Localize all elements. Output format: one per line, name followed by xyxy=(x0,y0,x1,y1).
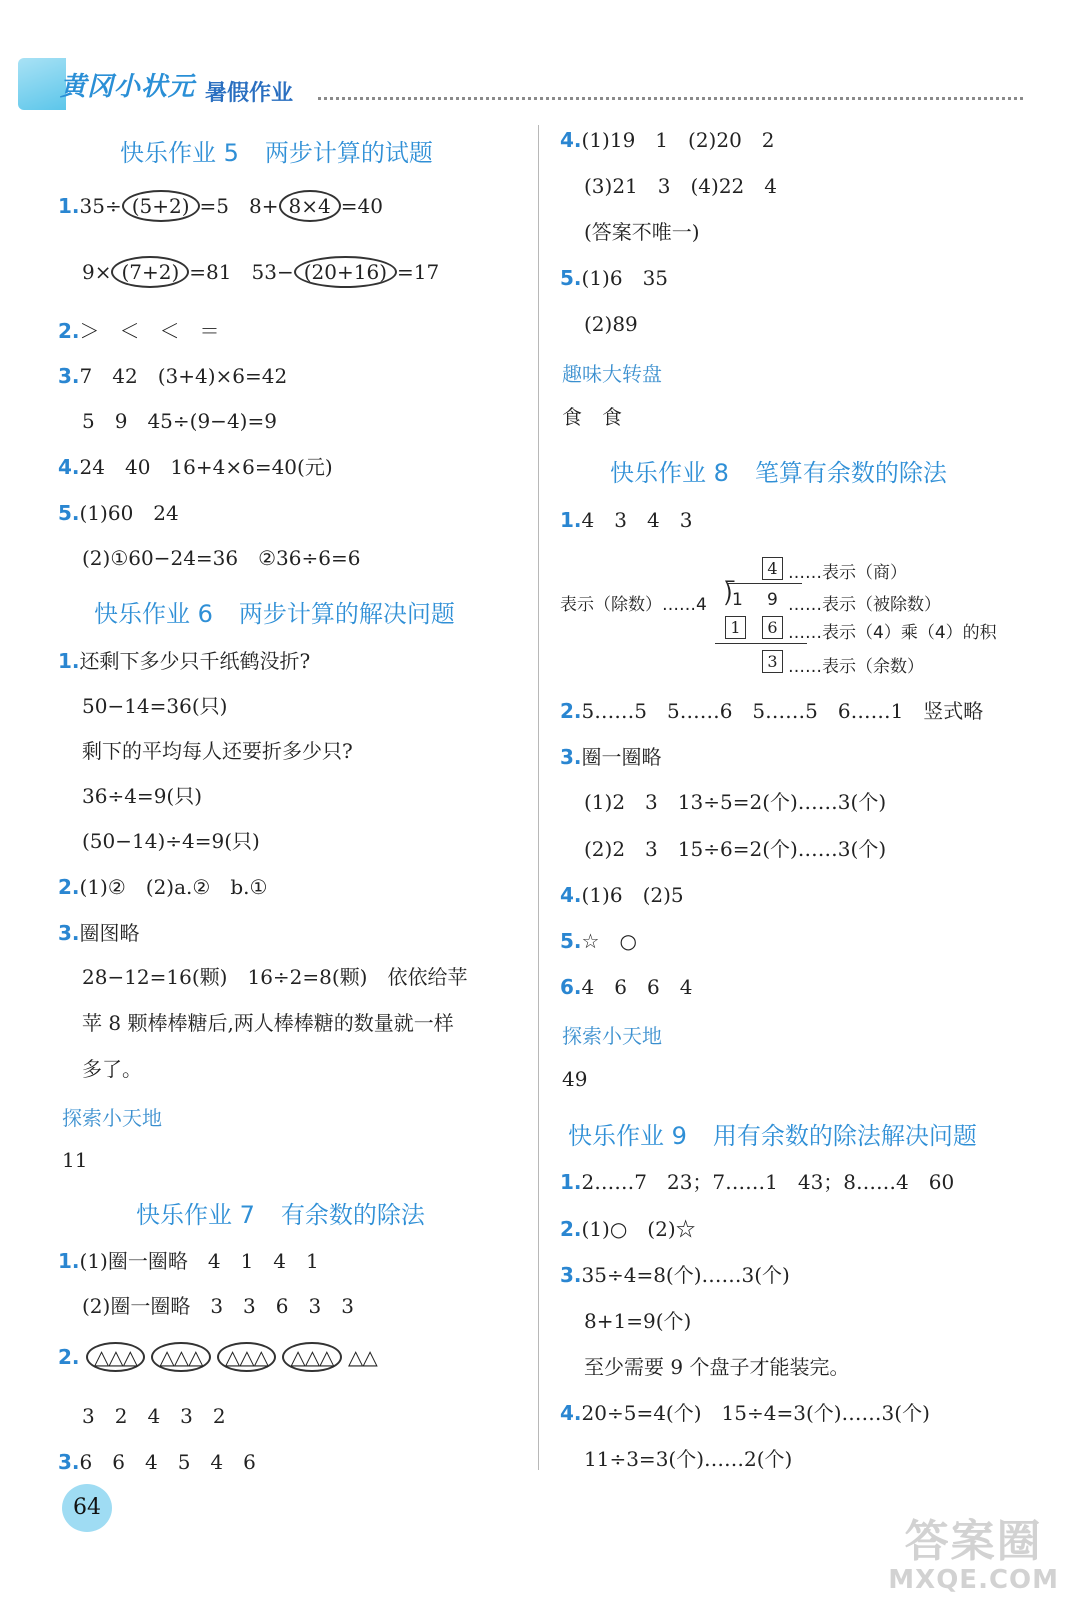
header-dotted-rule xyxy=(318,97,1023,100)
answer-7-3: 3.6 6 4 5 4 6 xyxy=(58,1450,256,1474)
triangle-group: △△△ xyxy=(151,1342,210,1372)
explore-answer-left: 11 xyxy=(62,1148,88,1172)
answer-8-6: 6.4 6 6 4 xyxy=(560,975,693,999)
triangle-group: △△△ xyxy=(86,1342,145,1372)
answer-5-5a: 5.(1)60 24 xyxy=(58,501,179,525)
answer-oval: (20+16) xyxy=(294,256,397,288)
answer-8-5: 5.☆ ○ xyxy=(560,929,637,953)
answer-7-1a: 1.(1)圈一圈略 4 1 4 1 xyxy=(58,1249,319,1273)
section-title-6: 快乐作业 6 两步计算的解决问题 xyxy=(94,600,455,628)
answer-7-2-figure: 2. △△△ △△△ △△△ △△△ △△ xyxy=(58,1342,377,1372)
answer-7-2-values: 3 2 4 3 2 xyxy=(82,1404,226,1428)
explore-title-left: 探索小天地 xyxy=(62,1106,162,1130)
triangle-leftover: △△ xyxy=(347,1345,377,1369)
explore-title-right: 探索小天地 xyxy=(562,1024,662,1048)
brand-logo: 黄冈小状元 xyxy=(60,72,196,102)
quotient-box: 4 xyxy=(762,557,783,580)
answer-6-3b: 28−12=16(颗) 16÷2=8(颗) 依依给苹 xyxy=(82,965,468,989)
answer-9-4a: 4.20÷5=4(个) 15÷4=3(个)……3(个) xyxy=(560,1401,930,1425)
answer-7-5b: (2)89 xyxy=(584,312,638,336)
dividend-label: ……表示（被除数） xyxy=(788,595,941,615)
answer-8-3b: (1)2 3 13÷5=2(个)……3(个) xyxy=(584,790,887,814)
page-number: 64 xyxy=(62,1484,112,1532)
answer-oval: 8×4 xyxy=(279,190,341,222)
product-label: ……表示（4）乘（4）的积 xyxy=(788,623,997,643)
answer-6-3d: 多了。 xyxy=(82,1057,142,1081)
answer-9-3a: 3.35÷4=8(个)……3(个) xyxy=(560,1263,790,1287)
answer-oval: (5+2) xyxy=(122,190,200,222)
dividend-digit-1: 1 xyxy=(732,590,743,610)
answer-6-1a: 1.还剩下多少只千纸鹤没折? xyxy=(58,649,311,673)
answer-6-1b: 50−14=36(只) xyxy=(82,694,228,718)
remainder-box: 3 xyxy=(762,650,783,673)
answer-8-2: 2.5……5 5……6 5……5 6……1 竖式略 xyxy=(560,699,984,723)
product-box-2: 6 xyxy=(762,616,783,639)
answer-5-4: 4.24 40 16+4×6=40(元) xyxy=(58,455,333,479)
watermark xyxy=(888,1518,1059,1594)
answer-7-4a: 4.(1)19 1 (2)20 2 xyxy=(560,128,775,152)
header-subtitle: 暑假作业 xyxy=(205,81,294,106)
fun-answer: 食 食 xyxy=(562,405,622,429)
answer-6-2: 2.(1)② (2)a.② b.① xyxy=(58,875,268,899)
answer-8-3a: 3.圈一圈略 xyxy=(560,745,662,769)
answer-6-3c: 苹 8 颗棒棒糖后,两人棒棒糖的数量就一样 xyxy=(82,1011,454,1035)
subtraction-bar xyxy=(715,643,807,644)
header-color-block xyxy=(18,58,66,110)
answer-9-1: 1.2……7 23；7……1 43；8……4 60 xyxy=(560,1170,955,1194)
explore-answer-right: 49 xyxy=(562,1067,588,1091)
answer-9-4b: 11÷3=3(个)……2(个) xyxy=(584,1447,793,1471)
answer-5-3a: 3.7 42 (3+4)×6=42 xyxy=(58,364,288,388)
answer-9-2: 2.(1)○ (2)☆ xyxy=(560,1217,696,1241)
divisor-label: 表示（除数）……4 xyxy=(560,595,707,615)
product-box-1: 1 xyxy=(725,616,746,639)
answer-6-1e: (50−14)÷4=9(只) xyxy=(82,829,260,853)
column-divider xyxy=(538,125,539,1470)
answer-9-3b: 8+1=9(个) xyxy=(584,1309,692,1333)
answer-8-3c: (2)2 3 15÷6=2(个)……3(个) xyxy=(584,837,887,861)
answer-7-4b: (3)21 3 (4)22 4 xyxy=(584,174,778,198)
answer-oval: (7+2) xyxy=(111,256,189,288)
answer-5-3b: 5 9 45÷(9−4)=9 xyxy=(82,409,277,433)
answer-5-5b: (2)①60−24=36 ②36÷6=6 xyxy=(82,546,361,570)
watermark-line-2: MXQE.COM xyxy=(888,1565,1059,1595)
answer-5-2: 2.＞ ＜ ＜ ＝ xyxy=(58,319,220,343)
fun-title: 趣味大转盘 xyxy=(562,362,662,386)
answer-8-4: 4.(1)6 (2)5 xyxy=(560,883,684,907)
division-bar xyxy=(728,583,802,584)
answer-7-1b: (2)圈一圈略 3 3 6 3 3 xyxy=(82,1294,354,1318)
triangle-group: △△△ xyxy=(217,1342,276,1372)
answer-6-1c: 剩下的平均每人还要折多少只? xyxy=(82,739,353,763)
section-title-9: 快乐作业 9 用有余数的除法解决问题 xyxy=(568,1122,977,1150)
answer-7-5a: 5.(1)6 35 xyxy=(560,266,669,290)
section-title-8: 快乐作业 8 笔算有余数的除法 xyxy=(610,459,947,487)
dividend-digit-2: 9 xyxy=(767,590,778,610)
answer-9-3c: 至少需要 9 个盘子才能装完。 xyxy=(584,1355,850,1379)
section-title-5: 快乐作业 5 两步计算的试题 xyxy=(120,139,433,167)
answer-7-4c: (答案不唯一) xyxy=(584,220,700,244)
remainder-label: ……表示（余数） xyxy=(788,657,924,677)
answer-5-1b: 9× (7+2) =81 53− (20+16) =17 xyxy=(82,256,439,288)
division-bracket: ⟌ xyxy=(724,581,735,611)
answer-6-1d: 36÷4=9(只) xyxy=(82,784,203,808)
answer-5-1a: 1.35÷ (5+2) =5 8+ 8×4 =40 xyxy=(58,190,383,222)
answer-8-1: 1.4 3 4 3 xyxy=(560,508,693,532)
answer-6-3a: 3.圈图略 xyxy=(58,921,140,945)
section-title-7: 快乐作业 7 有余数的除法 xyxy=(136,1201,425,1229)
quotient-label: ……表示（商） xyxy=(788,563,907,583)
page-header xyxy=(0,0,1087,120)
watermark-line-1: 答案圈 xyxy=(904,1516,1043,1567)
triangle-group: △△△ xyxy=(282,1342,341,1372)
long-division-diagram xyxy=(560,550,1040,680)
